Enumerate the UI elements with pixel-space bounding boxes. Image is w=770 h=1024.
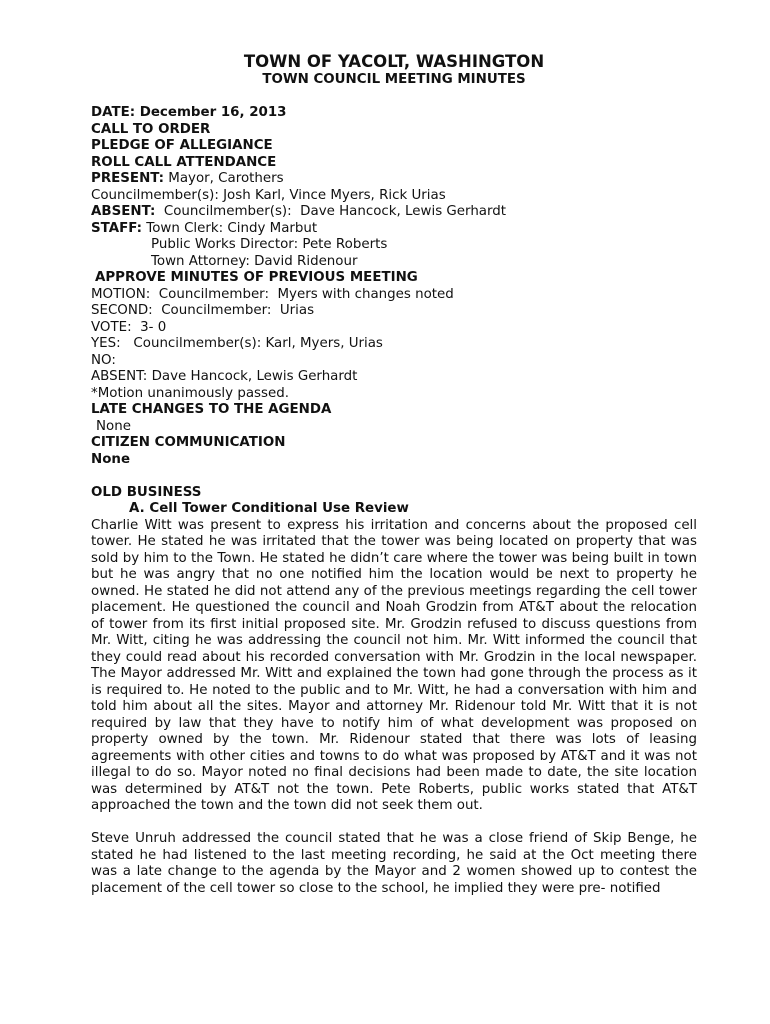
staff-clerk: Town Clerk: Cindy Marbut	[142, 220, 318, 236]
staff-attorney: Town Attorney: David Ridenour	[151, 253, 358, 269]
paragraph-steve-unruh: Steve Unruh addressed the council stated that he was a close friend of Skip Benge, he stated he had listened to the last meeting recording, he said at the Oct meeting there was a late change to the agenda by the Mayor and 2 women showed up to contest the placement of the cell tower so close to the school, he implied they were pre- notified	[91, 831, 697, 896]
paragraph-charlie-witt: Charlie Witt was present to express his irritation and concerns about the proposed cell tower. He stated he was irritated that the tower was being located on property that was sold by him to the Town. He stated he didn’t care where the tower was being built in town but he was angry that no one notified him the location would be next to property he owned. He stated he did not attend any of the previous meetings regarding the cell tower placement. He questioned the council and Noah Grodzin from AT&T about the relocation of tower from its first initial proposed site. Mr. Grodzin refused to discuss questions from Mr. Witt, citing he was addressing the council not him. Mr. Witt informed the council that they could read about his recorded conversation with Mr. Grodzin in the local newspaper. The Mayor addressed Mr. Witt and explained the town had gone through the process as it is required to. He noted to the public and to Mr. Witt, he had a conversation with him and told him about all the sites. Mayor and attorney Mr. Ridenour told Mr. Witt that it is not required by law that they have to notify him of what development was proposed on property owned by the town. Mr. Ridenour stated that there was lots of leasing agreements with other cities and towns to do what was proposed by AT&T and it was not illegal to do so. Mayor noted no final decisions had been made to date, the site location was determined by AT&T not the town. Pete Roberts, public works stated that AT&T approached the town and the town did not seek them out.	[91, 517, 697, 813]
late-changes-heading: LATE CHANGES TO THE AGENDA	[91, 402, 332, 417]
item-a-heading: A. Cell Tower Conditional Use Review	[129, 501, 409, 516]
citizen-communication-value: None	[91, 451, 131, 467]
absent-vote-line: ABSENT: Dave Hancock, Lewis Gerhardt	[91, 369, 358, 384]
second-line: SECOND: Councilmember: Urias	[91, 303, 315, 318]
spacer	[91, 468, 697, 485]
absent-value: Councilmember(s): Dave Hancock, Lewis Gerhardt	[155, 204, 507, 219]
present-value: Mayor, Carothers	[164, 171, 284, 186]
motion-line: MOTION: Councilmember: Myers with changes noted	[91, 286, 454, 302]
pledge-heading: PLEDGE OF ALLEGIANCE	[91, 138, 273, 153]
meeting-date: DATE: December 16, 2013	[91, 105, 287, 120]
staff-label: STAFF:	[91, 220, 143, 236]
approve-minutes-heading: APPROVE MINUTES OF PREVIOUS MEETING	[95, 270, 418, 285]
no-line: NO:	[91, 352, 116, 368]
document-title: TOWN OF YACOLT, WASHINGTON	[243, 52, 545, 71]
spacer	[91, 815, 697, 832]
yes-line: YES: Councilmember(s): Karl, Myers, Urias	[91, 336, 383, 351]
late-changes-value: None	[96, 418, 131, 434]
call-to-order-heading: CALL TO ORDER	[91, 121, 211, 137]
staff-public-works: Public Works Director: Pete Roberts	[151, 237, 388, 252]
present-label: PRESENT:	[91, 171, 165, 186]
present-line	[91, 171, 697, 188]
absent-line	[91, 204, 697, 221]
roll-call-heading: ROLL CALL ATTENDANCE	[91, 154, 277, 170]
old-business-heading: OLD BUSINESS	[91, 484, 202, 500]
citizen-communication-heading: CITIZEN COMMUNICATION	[91, 435, 286, 450]
minutes-page	[91, 52, 697, 897]
motion-passed-line: *Motion unanimously passed.	[91, 385, 289, 401]
document-subtitle: TOWN COUNCIL MEETING MINUTES	[262, 72, 526, 87]
staff-line	[91, 221, 697, 238]
vote-line: VOTE: 3- 0	[91, 319, 167, 335]
present-councilmembers: Councilmember(s): Josh Karl, Vince Myers, Rick Urias	[91, 187, 446, 203]
absent-label: ABSENT:	[91, 204, 156, 219]
